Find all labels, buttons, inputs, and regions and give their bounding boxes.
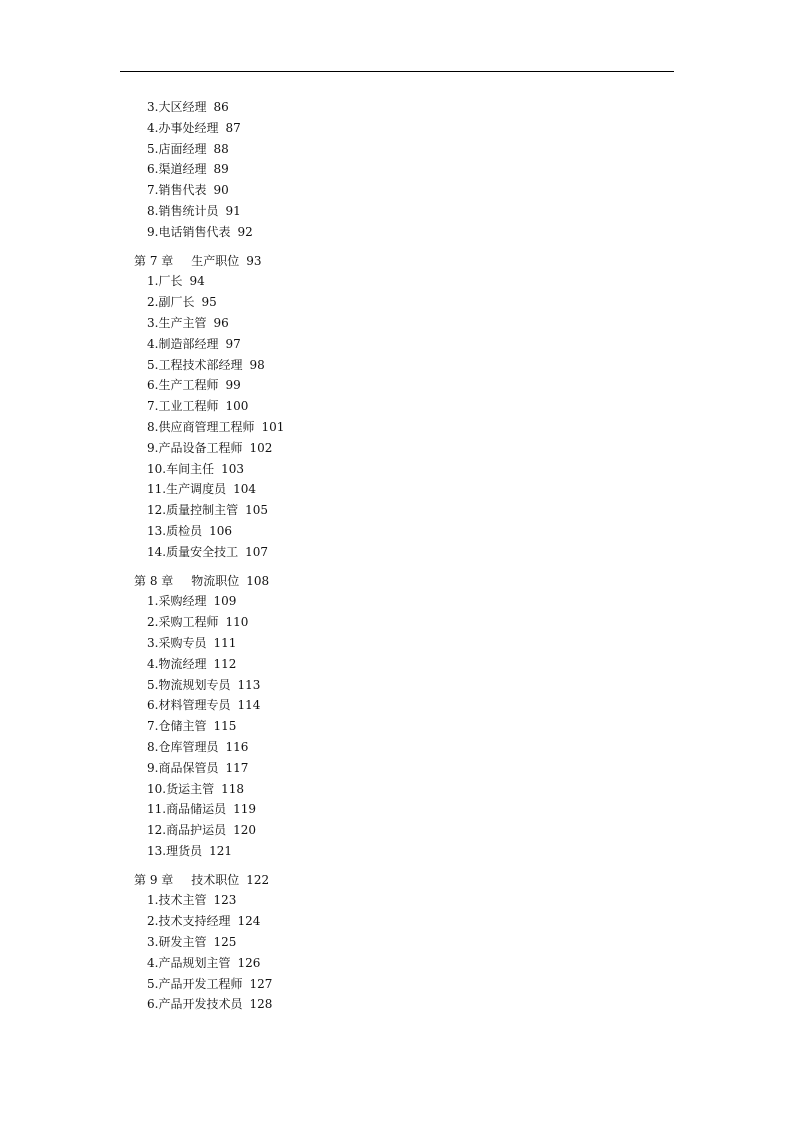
toc-entry xyxy=(0,271,793,292)
entry-label: 9.商品保管员 xyxy=(147,760,219,775)
page-number: 114 xyxy=(237,698,261,713)
entry-label: 6.生产工程师 xyxy=(147,378,219,393)
entry-label: 6.材料管理专员 xyxy=(147,698,231,713)
page-number: 101 xyxy=(261,419,285,434)
toc-chapter-heading xyxy=(0,571,793,592)
page-number: 120 xyxy=(233,823,256,838)
entry-label: 5.店面经理 xyxy=(147,141,207,156)
page-number: 107 xyxy=(245,544,268,559)
toc-entry xyxy=(0,417,793,438)
entry-label: 7.销售代表 xyxy=(147,183,207,198)
page-number: 102 xyxy=(249,440,273,455)
entry-label: 3.大区经理 xyxy=(147,100,207,114)
page-number: 121 xyxy=(209,843,232,858)
toc-entry xyxy=(0,994,793,1015)
toc-entry xyxy=(0,633,793,654)
entry-label: 1.厂长 xyxy=(147,274,183,289)
toc-entry xyxy=(0,799,793,820)
page-number: 103 xyxy=(221,461,244,476)
entry-label: 3.生产主管 xyxy=(147,315,207,330)
entry-label: 7.工业工程师 xyxy=(147,399,219,414)
toc-entry xyxy=(0,313,793,334)
entry-label: 10.货运主管 xyxy=(147,781,215,796)
toc-entry xyxy=(0,180,793,201)
page-number: 111 xyxy=(213,635,237,650)
page-number: 125 xyxy=(213,935,237,950)
entry-label: 5.物流规划专员 xyxy=(147,677,231,692)
entry-label: 8.销售统计员 xyxy=(147,203,219,218)
toc-entry xyxy=(0,201,793,222)
page-number: 108 xyxy=(246,573,270,588)
toc-entry xyxy=(0,375,793,396)
entry-label: 3.研发主管 xyxy=(147,935,207,950)
toc-entry xyxy=(0,820,793,841)
entry-label: 5.产品开发工程师 xyxy=(147,976,243,991)
toc-entry xyxy=(0,222,793,243)
toc-entry xyxy=(0,932,793,953)
entry-label: 4.办事处经理 xyxy=(147,120,219,135)
entry-label: 9.产品设备工程师 xyxy=(147,440,243,455)
page-number: 95 xyxy=(201,295,217,310)
toc-entry xyxy=(0,591,793,612)
toc-entry xyxy=(0,459,793,480)
toc-entry xyxy=(0,118,793,139)
entry-label: 10.车间主任 xyxy=(147,461,215,476)
toc-entry xyxy=(0,479,793,500)
chapter-number: 第 8 章 xyxy=(134,573,174,588)
toc-entry xyxy=(0,953,793,974)
toc-entry xyxy=(0,675,793,696)
entry-label: 4.制造部经理 xyxy=(147,336,219,351)
page-number: 99 xyxy=(225,378,241,393)
chapter-title: 技术职位 xyxy=(191,872,240,887)
toc-entry xyxy=(0,654,793,675)
header-rule xyxy=(120,71,674,72)
toc-entry xyxy=(0,841,793,862)
page-number: 126 xyxy=(237,955,261,970)
entry-label: 6.渠道经理 xyxy=(147,162,207,177)
toc-chapter-heading xyxy=(0,870,793,891)
page-number: 118 xyxy=(221,781,244,796)
page-number: 117 xyxy=(225,760,249,775)
toc-entry xyxy=(0,521,793,542)
toc-entry xyxy=(0,159,793,180)
entry-label: 11.商品储运员 xyxy=(147,802,227,817)
page-number: 110 xyxy=(225,615,249,630)
page-number: 96 xyxy=(213,315,229,330)
page-number: 93 xyxy=(246,253,262,268)
page-number: 97 xyxy=(225,336,241,351)
toc-entry xyxy=(0,139,793,160)
chapter-title: 生产职位 xyxy=(191,253,240,268)
page-number: 128 xyxy=(249,997,273,1012)
page-number: 98 xyxy=(249,357,265,372)
entry-label: 6.产品开发技术员 xyxy=(147,997,243,1012)
entry-label: 1.技术主管 xyxy=(147,893,207,908)
entry-label: 4.产品规划主管 xyxy=(147,955,231,970)
entry-label: 2.副厂长 xyxy=(147,295,195,310)
entry-label: 13.理货员 xyxy=(147,843,203,858)
page-number: 86 xyxy=(213,100,229,114)
page-number: 124 xyxy=(237,914,261,929)
entry-label: 8.仓库管理员 xyxy=(147,739,219,754)
page-number: 112 xyxy=(213,656,237,671)
chapter-title: 物流职位 xyxy=(191,573,240,588)
toc-entry xyxy=(0,438,793,459)
toc-entry xyxy=(0,974,793,995)
toc-entry xyxy=(0,890,793,911)
entry-label: 2.技术支持经理 xyxy=(147,914,231,929)
entry-label: 2.采购工程师 xyxy=(147,615,219,630)
toc-entry xyxy=(0,737,793,758)
page-number: 100 xyxy=(225,399,249,414)
entry-label: 9.电话销售代表 xyxy=(147,224,231,239)
page-number: 113 xyxy=(237,677,261,692)
entry-label: 1.采购经理 xyxy=(147,594,207,609)
toc-entry xyxy=(0,716,793,737)
page-number: 92 xyxy=(237,224,253,239)
entry-label: 8.供应商管理工程师 xyxy=(147,419,255,434)
entry-label: 12.质量控制主管 xyxy=(147,503,239,518)
page-number: 123 xyxy=(213,893,237,908)
page-number: 91 xyxy=(225,203,241,218)
toc-entry xyxy=(0,334,793,355)
page-number: 116 xyxy=(225,739,249,754)
page-number: 119 xyxy=(233,802,256,817)
entry-label: 13.质检员 xyxy=(147,523,203,538)
page-number: 106 xyxy=(209,523,232,538)
chapter-number: 第 7 章 xyxy=(134,253,174,268)
entry-label: 7.仓储主管 xyxy=(147,719,207,734)
table-of-contents xyxy=(0,97,793,1015)
entry-label: 3.采购专员 xyxy=(147,635,207,650)
page-number: 115 xyxy=(213,719,237,734)
chapter-number: 第 9 章 xyxy=(134,872,174,887)
page-number: 90 xyxy=(213,183,229,198)
toc-entry xyxy=(0,911,793,932)
page-number: 89 xyxy=(213,162,229,177)
entry-label: 14.质量安全技工 xyxy=(147,544,239,559)
toc-entry xyxy=(0,292,793,313)
toc-entry xyxy=(0,500,793,521)
page-number: 87 xyxy=(225,120,241,135)
entry-label: 4.物流经理 xyxy=(147,656,207,671)
entry-label: 12.商品护运员 xyxy=(147,823,227,838)
entry-label: 5.工程技术部经理 xyxy=(147,357,243,372)
toc-entry xyxy=(0,355,793,376)
page-number: 104 xyxy=(233,482,256,497)
toc-entry xyxy=(0,542,793,563)
page-number: 105 xyxy=(245,503,268,518)
entry-label: 11.生产调度员 xyxy=(147,482,227,497)
page-number: 88 xyxy=(213,141,229,156)
toc-entry xyxy=(0,97,793,118)
toc-entry xyxy=(0,695,793,716)
toc-entry xyxy=(0,396,793,417)
toc-chapter-heading xyxy=(0,251,793,272)
toc-entry xyxy=(0,612,793,633)
page-number: 127 xyxy=(249,976,273,991)
toc-entry xyxy=(0,779,793,800)
page-number: 94 xyxy=(189,274,205,289)
page-number: 109 xyxy=(213,594,237,609)
toc-entry xyxy=(0,758,793,779)
page-number: 122 xyxy=(246,872,270,887)
